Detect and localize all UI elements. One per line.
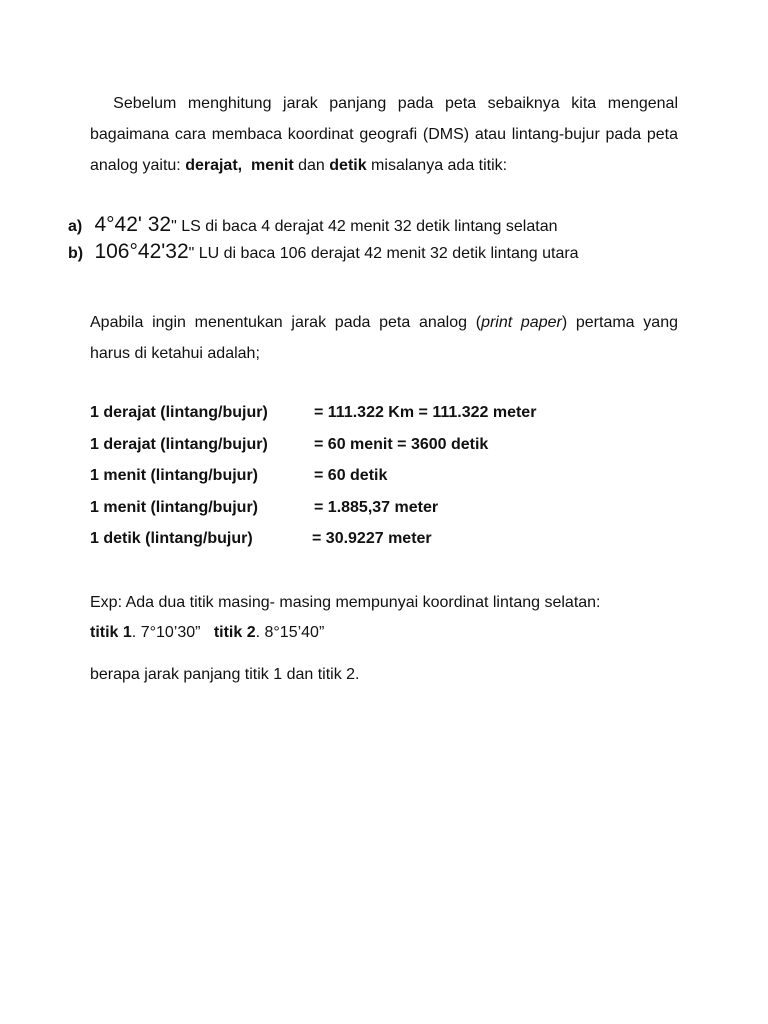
coordinate-second-mark: " xyxy=(171,218,177,235)
conversion-value: = 111.322 Km = 111.322 meter xyxy=(314,404,537,421)
conversion-value: = 1.885,37 meter xyxy=(314,498,439,516)
coordinate-example-b xyxy=(68,240,579,264)
question-text: berapa jarak panjang titik 1 dan titik 2. xyxy=(90,666,360,683)
intro-text-3: misalanya ada titik: xyxy=(366,157,508,174)
intro-paragraph xyxy=(90,88,678,181)
conversion-value: = 60 detik xyxy=(314,467,388,484)
example-line: Exp: Ada dua titik masing- masing mempunyai koordinat lintang selatan: xyxy=(90,594,601,611)
point-2-value: . 8°15’40” xyxy=(255,624,325,641)
conversion-row xyxy=(90,436,650,468)
intro-text-2: dan xyxy=(293,157,330,174)
coordinate-minute-mark: ' xyxy=(161,240,166,263)
apabila-text-1: Apabila ingin menentukan jarak pada peta analog ( xyxy=(90,314,482,331)
conversion-value: = 30.9227 meter xyxy=(312,530,432,547)
intro-text-1: Sebelum menghitung jarak panjang pada peta sebaiknya kita mengenal bagaimana cara membaca koordinat geografi (DMS) atau lintang-bujur pada peta analog yaitu: xyxy=(90,95,679,174)
conversion-unit: 1 menit (lintang/bujur) xyxy=(90,498,258,516)
coordinate-description: LU di baca 106 derajat 42 menit 32 detik lintang utara xyxy=(194,245,579,262)
coordinate-second: 32 xyxy=(141,213,172,236)
example-block xyxy=(90,588,690,648)
apabila-text-2: ) pertama yang harus di ketahui adalah; xyxy=(90,314,678,362)
conversion-row xyxy=(90,530,650,562)
coordinate-degree: 106°42 xyxy=(94,240,162,263)
conversion-unit: 1 detik (lintang/bujur) xyxy=(90,530,253,547)
conversion-row xyxy=(90,467,650,499)
coordinate-minute-mark: ' xyxy=(137,213,142,236)
coordinate-second: 32 xyxy=(165,240,189,263)
coordinate-example-a xyxy=(68,213,558,237)
point-2-label: titik 2 xyxy=(213,624,256,641)
conversion-table xyxy=(90,404,650,562)
conversion-row xyxy=(90,499,650,531)
apabila-paragraph xyxy=(90,307,678,369)
coordinate-label: b) xyxy=(68,245,84,262)
conversion-value: = 60 menit = 3600 detik xyxy=(314,435,489,453)
intro-bold-detik: detik xyxy=(329,157,367,174)
conversion-unit: 1 derajat (lintang/bujur) xyxy=(90,435,268,453)
coordinate-description: LS di baca 4 derajat 42 menit 32 detik lintang selatan xyxy=(176,218,558,235)
coordinate-second-mark: " xyxy=(188,245,195,262)
conversion-unit: 1 menit (lintang/bujur) xyxy=(90,467,258,484)
coordinate-degree: 4°42 xyxy=(94,213,138,236)
intro-bold-derajat: derajat, xyxy=(185,157,243,174)
point-1-label: titik 1 xyxy=(90,624,132,641)
conversion-row xyxy=(90,404,650,436)
intro-bold-menit: menit xyxy=(251,157,294,174)
coordinate-label: a) xyxy=(68,218,83,235)
point-1-value: . 7°10’30” xyxy=(131,624,201,641)
example-points xyxy=(90,618,690,648)
conversion-unit: 1 derajat (lintang/bujur) xyxy=(90,404,268,421)
apabila-italic: print paper xyxy=(481,314,562,331)
